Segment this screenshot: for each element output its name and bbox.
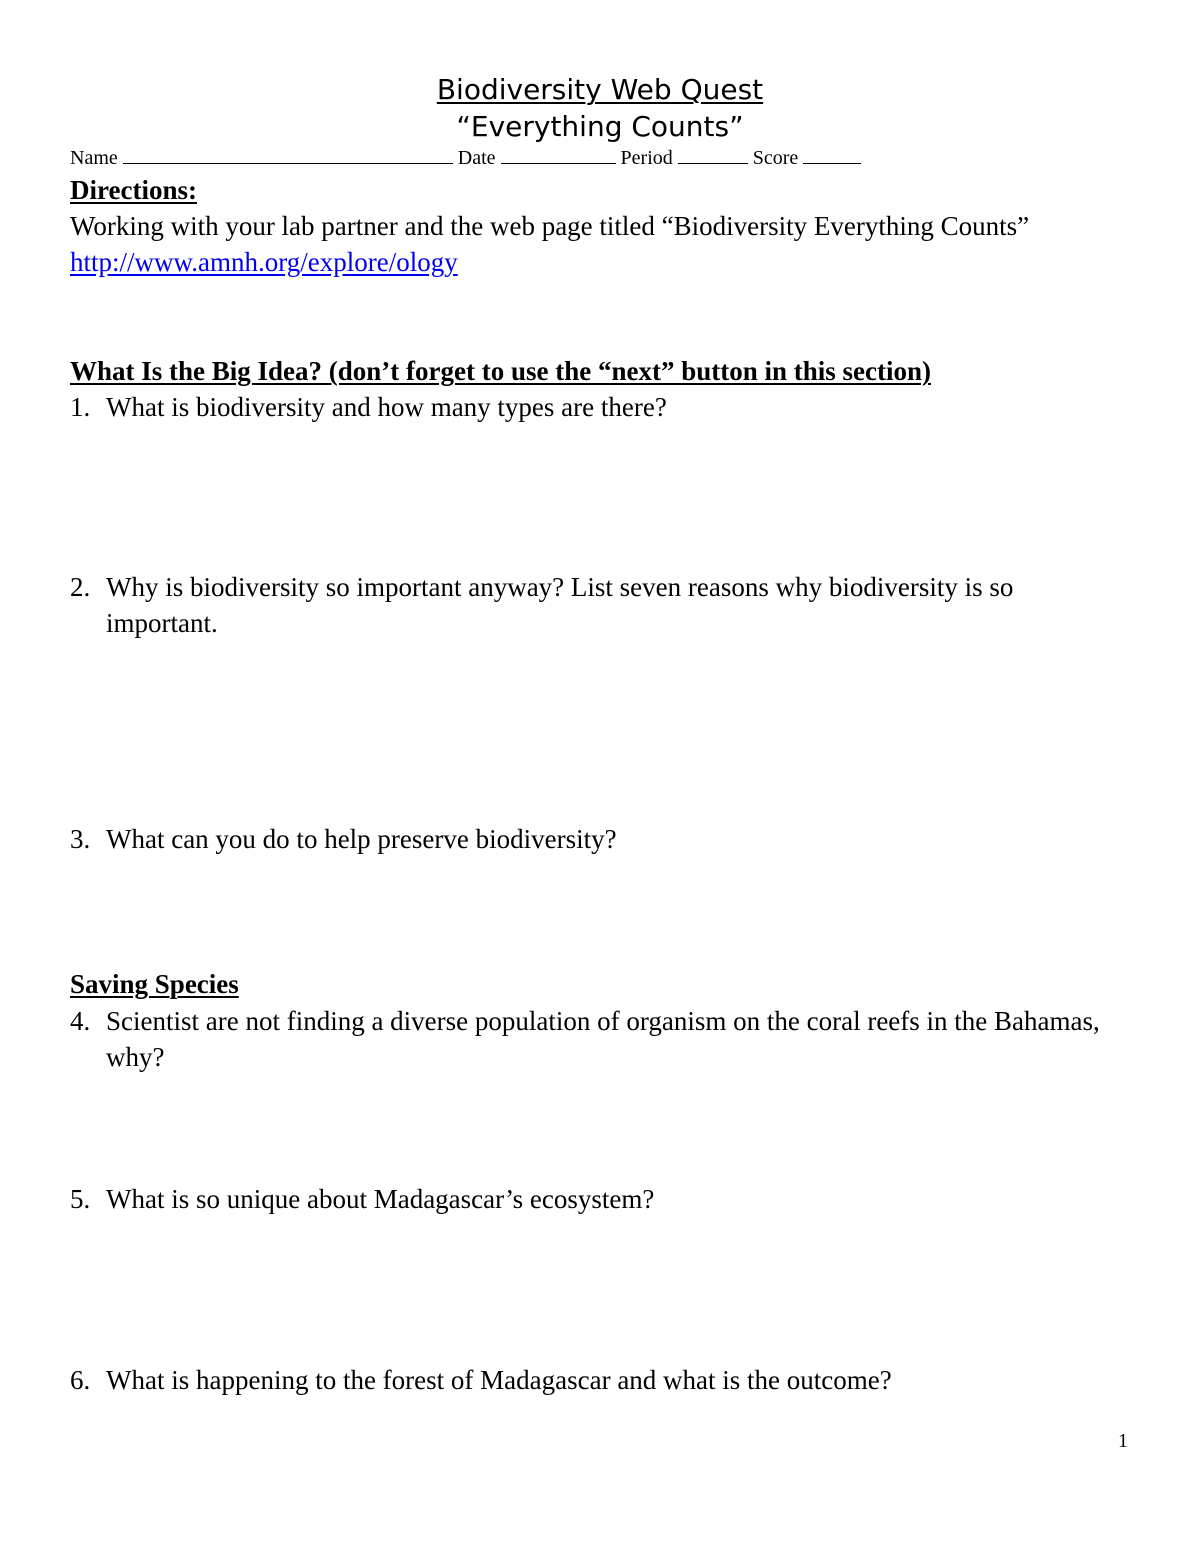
worksheet-subtitle: “Everything Counts”	[456, 110, 744, 143]
question-number: 5.	[70, 1184, 91, 1214]
question-text: What can you do to help preserve biodiversity?	[106, 824, 617, 854]
question-1	[70, 389, 1130, 425]
question-text: What is so unique about Madagascar’s ecosystem?	[106, 1184, 655, 1214]
question-number: 6.	[70, 1365, 91, 1395]
question-5	[70, 1181, 1130, 1217]
score-label: Score	[752, 147, 799, 169]
page-number: 1	[1118, 1430, 1128, 1452]
question-text: Why is biodiversity so important anyway? List seven reasons why biodiversity is so important.	[106, 572, 1014, 638]
directions-body: Working with your lab partner and the web page titled “Biodiversity Everything Counts”	[70, 211, 1030, 241]
period-label: Period	[620, 147, 673, 169]
directions-heading: Directions:	[70, 175, 197, 205]
question-number: 1.	[70, 392, 91, 422]
question-3	[70, 821, 1130, 857]
section-big-idea-heading: What Is the Big Idea? (don’t forget to use the “next” button in this section)	[70, 356, 932, 386]
question-number: 2.	[70, 572, 91, 602]
question-6	[70, 1362, 1130, 1398]
question-text: What is biodiversity and how many types are there?	[106, 392, 667, 422]
score-blank[interactable]	[803, 146, 861, 164]
question-text: What is happening to the forest of Madagascar and what is the outcome?	[106, 1365, 892, 1395]
date-label: Date	[457, 147, 496, 169]
name-label: Name	[70, 147, 118, 169]
question-text: Scientist are not finding a diverse population of organism on the coral reefs in the Bahamas, why?	[106, 1006, 1100, 1072]
question-4	[70, 1003, 1130, 1075]
directions-text	[70, 208, 1130, 280]
ology-link[interactable]: http://www.amnh.org/explore/ology	[70, 247, 458, 277]
section-saving-species-heading: Saving Species	[70, 969, 239, 999]
question-2	[70, 569, 1130, 641]
student-info-line	[70, 146, 861, 170]
name-blank[interactable]	[123, 146, 453, 164]
question-number: 3.	[70, 824, 91, 854]
question-number: 4.	[70, 1006, 91, 1036]
worksheet-title: Biodiversity Web Quest	[436, 73, 764, 106]
date-blank[interactable]	[501, 146, 616, 164]
period-blank[interactable]	[678, 146, 748, 164]
